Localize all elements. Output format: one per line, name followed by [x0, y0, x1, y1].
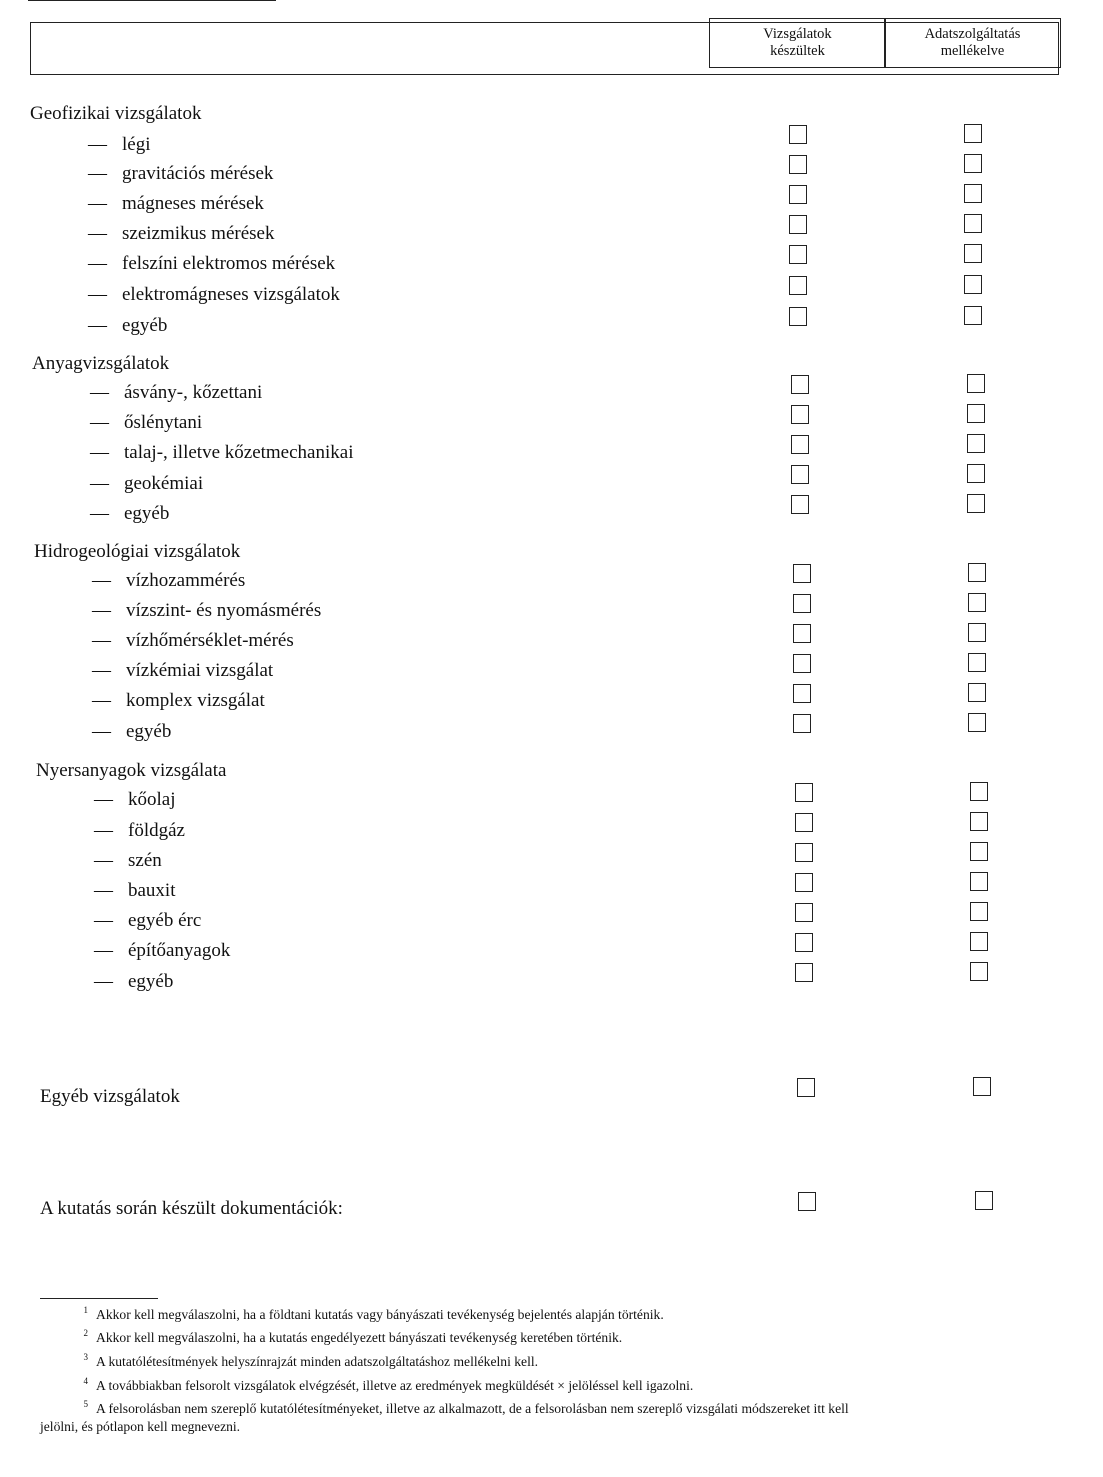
checkbox-adat-geokemiai[interactable] — [967, 464, 985, 483]
list-item-label: vízhőmérséklet-mérés — [126, 630, 294, 651]
footnote-text: Akkor kell megválaszolni, ha a földtani kutatás vagy bányászati tevékenység bejelentés alapján történik. — [96, 1307, 664, 1322]
list-item-label: földgáz — [128, 820, 185, 841]
checkbox-adat-legi[interactable] — [964, 124, 982, 143]
list-item-vizhomerseklet: — vízhőmérséklet-mérés — [92, 630, 294, 651]
checkbox-vizsgalat-anyag-egyeb[interactable] — [791, 495, 809, 514]
checkbox-vizsgalat-foldgaz[interactable] — [795, 813, 813, 832]
list-item-label: egyéb — [124, 503, 170, 524]
list-item-hidro-egyeb: — egyéb — [92, 721, 172, 742]
footnote-text: A kutatólétesítmények helyszínrajzát minden adatszolgáltatáshoz mellékelni kell. — [96, 1354, 539, 1369]
checkbox-vizsgalat-vizhomerseklet[interactable] — [793, 624, 811, 643]
checkbox-vizsgalat-szeizmikus[interactable] — [789, 215, 807, 234]
checkbox-adat-egyeb-erc[interactable] — [970, 902, 988, 921]
footnote-1 — [40, 1301, 1080, 1324]
header-col-adatszolgaltatas — [884, 18, 1061, 68]
checkbox-adat-dokumentaciok[interactable] — [975, 1191, 993, 1210]
checkbox-adat-magneses[interactable] — [964, 184, 982, 203]
checkbox-vizsgalat-elektromagneses[interactable] — [789, 276, 807, 295]
checkbox-adat-vizhomerseklet[interactable] — [968, 623, 986, 642]
checkbox-vizsgalat-felszini-elektromos[interactable] — [789, 245, 807, 264]
list-item-szen: — szén — [94, 850, 162, 871]
footnote-5-continuation — [40, 1417, 1080, 1436]
list-item-label: gravitációs mérések — [122, 163, 274, 184]
footnote-rule — [40, 1298, 158, 1299]
checkbox-adat-oslenytani[interactable] — [967, 404, 985, 423]
checkbox-adat-elektromagneses[interactable] — [964, 275, 982, 294]
footnote-number: 3 — [83, 1352, 88, 1362]
checkbox-adat-felszini-elektromos[interactable] — [964, 244, 982, 263]
header-col-vizsgalatok — [709, 18, 886, 68]
checkbox-vizsgalat-vizszint[interactable] — [793, 594, 811, 613]
list-item-label: ásvány-, kőzettani — [124, 382, 263, 403]
list-item-label: egyéb — [126, 721, 172, 742]
checkbox-vizsgalat-geofizikai-egyeb[interactable] — [789, 307, 807, 326]
list-item-elektromagneses: — elektromágneses vizsgálatok — [88, 284, 340, 305]
list-item-foldgaz: — földgáz — [94, 820, 185, 841]
list-item-szeizmikus: — szeizmikus mérések — [88, 223, 275, 244]
checkbox-adat-koolaj[interactable] — [970, 782, 988, 801]
checkbox-vizsgalat-talaj[interactable] — [791, 435, 809, 454]
list-item-oslenytani: — őslénytani — [90, 412, 203, 433]
section-title-nyers: Nyersanyagok vizsgálata — [36, 760, 227, 781]
checkbox-adat-hidro-egyeb[interactable] — [968, 713, 986, 732]
checkbox-vizsgalat-komplex[interactable] — [793, 684, 811, 703]
footnote-text: jelölni, és pótlapon kell megnevezni. — [40, 1419, 241, 1434]
list-item-nyers-egyeb: — egyéb — [94, 971, 174, 992]
checkbox-adat-szen[interactable] — [970, 842, 988, 861]
list-item-label: komplex vizsgálat — [126, 690, 265, 711]
list-item-egyeb-erc: — egyéb érc — [94, 910, 202, 931]
footnote-text: A felsorolásban nem szereplő kutatólétesítményeket, illetve az alkalmazott, de a felsorolásban nem szereplő vizsgálati módszereket itt kell — [96, 1401, 849, 1416]
list-item-epitoanyagok: — építőanyagok — [94, 940, 231, 961]
checkbox-adat-foldgaz[interactable] — [970, 812, 988, 831]
list-item-felszini-elektromos: — felszíni elektromos mérések — [88, 253, 336, 274]
list-item-koolaj: — kőolaj — [94, 789, 176, 810]
checkbox-adat-geofizikai-egyeb[interactable] — [964, 306, 982, 325]
checkbox-vizsgalat-hidro-egyeb[interactable] — [793, 714, 811, 733]
checkbox-vizsgalat-dokumentaciok[interactable] — [798, 1192, 816, 1211]
checkbox-adat-szeizmikus[interactable] — [964, 214, 982, 233]
list-item-label: vízszint- és nyomásmérés — [126, 600, 322, 621]
list-item-label: építőanyagok — [128, 940, 231, 961]
checkbox-adat-gravitacios[interactable] — [964, 154, 982, 173]
list-item-label: mágneses mérések — [122, 193, 264, 214]
checkbox-adat-vizhozam[interactable] — [968, 563, 986, 582]
footnote-3 — [40, 1348, 1080, 1371]
checkbox-adat-anyag-egyeb[interactable] — [967, 494, 985, 513]
footnote-number: 4 — [83, 1376, 88, 1386]
checkbox-adat-komplex[interactable] — [968, 683, 986, 702]
checkbox-vizsgalat-epitoanyagok[interactable] — [795, 933, 813, 952]
header-col-adatszolgaltatas-line2: mellékelve — [940, 43, 1005, 59]
list-item-label: kőolaj — [128, 789, 176, 810]
list-item-bauxit: — bauxit — [94, 880, 176, 901]
list-item-label: geokémiai — [124, 473, 204, 494]
list-item-vizszint: — vízszint- és nyomásmérés — [92, 600, 322, 621]
footnote-5 — [40, 1395, 1080, 1418]
header-col-adatszolgaltatas-line1: Adatszolgáltatás — [924, 26, 1021, 42]
list-item-label: vízkémiai vizsgálat — [126, 660, 274, 681]
checkbox-vizsgalat-vizkemiai[interactable] — [793, 654, 811, 673]
list-item-asvany-kozettani: — ásvány-, kőzettani — [90, 382, 263, 403]
checkbox-vizsgalat-asvany[interactable] — [791, 375, 809, 394]
list-item-label: bauxit — [128, 880, 176, 901]
checkbox-vizsgalat-nyers-egyeb[interactable] — [795, 963, 813, 982]
footnote-number: 5 — [83, 1399, 88, 1409]
list-item-gravitacios: — gravitációs mérések — [88, 163, 274, 184]
checkbox-vizsgalat-gravitacios[interactable] — [789, 155, 807, 174]
list-item-label: légi — [122, 134, 151, 155]
list-item-label: szén — [128, 850, 162, 871]
checkbox-adat-nyers-egyeb[interactable] — [970, 962, 988, 981]
list-item-vizkemiai: — vízkémiai vizsgálat — [92, 660, 274, 681]
footnote-2 — [40, 1324, 1080, 1347]
footnote-number: 1 — [83, 1305, 88, 1315]
footnote-4 — [40, 1372, 1080, 1395]
header-col-vizsgalatok-line2: készültek — [770, 43, 825, 59]
section-title-anyag: Anyagvizsgálatok — [32, 353, 170, 374]
checkbox-vizsgalat-egyeb-erc[interactable] — [795, 903, 813, 922]
section-title-geofizikai: Geofizikai vizsgálatok — [30, 103, 202, 124]
list-item-legi: — légi — [88, 134, 151, 155]
list-item-label: felszíni elektromos mérések — [122, 253, 336, 274]
checkbox-adat-vizkemiai[interactable] — [968, 653, 986, 672]
list-item-magneses: — mágneses mérések — [88, 193, 264, 214]
section-title-egyeb: Egyéb vizsgálatok — [40, 1086, 180, 1107]
checkbox-vizsgalat-legi[interactable] — [789, 125, 807, 144]
list-item-talaj-kozetmechanikai: — talaj-, illetve kőzetmechanikai — [90, 442, 354, 463]
checkbox-vizsgalat-magneses[interactable] — [789, 185, 807, 204]
header-col-vizsgalatok-line1: Vizsgálatok — [763, 26, 832, 42]
footnote-number: 2 — [83, 1328, 88, 1338]
section-title-dokumentaciok: A kutatás során készült dokumentációk: — [40, 1198, 343, 1219]
checkbox-adat-egyeb-vizsgalatok[interactable] — [973, 1077, 991, 1096]
list-item-label: talaj-, illetve kőzetmechanikai — [124, 442, 354, 463]
list-item-geofizikai-egyeb: — egyéb — [88, 315, 168, 336]
checkbox-vizsgalat-bauxit[interactable] — [795, 873, 813, 892]
list-item-komplex: — komplex vizsgálat — [92, 690, 265, 711]
list-item-vizhozammeres: — vízhozammérés — [92, 570, 246, 591]
list-item-label: őslénytani — [124, 412, 203, 433]
list-item-label: egyéb — [128, 971, 174, 992]
checkbox-adat-epitoanyagok[interactable] — [970, 932, 988, 951]
checkbox-vizsgalat-oslenytani[interactable] — [791, 405, 809, 424]
list-item-label: vízhozammérés — [126, 570, 246, 591]
list-item-label: egyéb — [122, 315, 168, 336]
checkbox-vizsgalat-geokemiai[interactable] — [791, 465, 809, 484]
list-item-anyag-egyeb: — egyéb — [90, 503, 170, 524]
footnote-text: Akkor kell megválaszolni, ha a kutatás engedélyezett bányászati tevékenység keretében történik. — [96, 1330, 623, 1345]
footnote-text: A továbbiakban felsorolt vizsgálatok elvégzését, illetve az eredmények megküldését × jelöléssel kell igazolni. — [96, 1378, 694, 1393]
checkbox-vizsgalat-vizhozam[interactable] — [793, 564, 811, 583]
checkbox-vizsgalat-egyeb-vizsgalatok[interactable] — [797, 1078, 815, 1097]
checkbox-vizsgalat-szen[interactable] — [795, 843, 813, 862]
list-item-label: egyéb érc — [128, 910, 202, 931]
checkbox-adat-asvany[interactable] — [967, 374, 985, 393]
checkbox-adat-bauxit[interactable] — [970, 872, 988, 891]
top-rule — [28, 0, 276, 1]
checkbox-adat-vizszint[interactable] — [968, 593, 986, 612]
section-title-hidro: Hidrogeológiai vizsgálatok — [34, 541, 241, 562]
list-item-label: szeizmikus mérések — [122, 223, 275, 244]
list-item-geokemiai: — geokémiai — [90, 473, 204, 494]
checkbox-vizsgalat-koolaj[interactable] — [795, 783, 813, 802]
list-item-label: elektromágneses vizsgálatok — [122, 284, 340, 305]
checkbox-adat-talaj[interactable] — [967, 434, 985, 453]
